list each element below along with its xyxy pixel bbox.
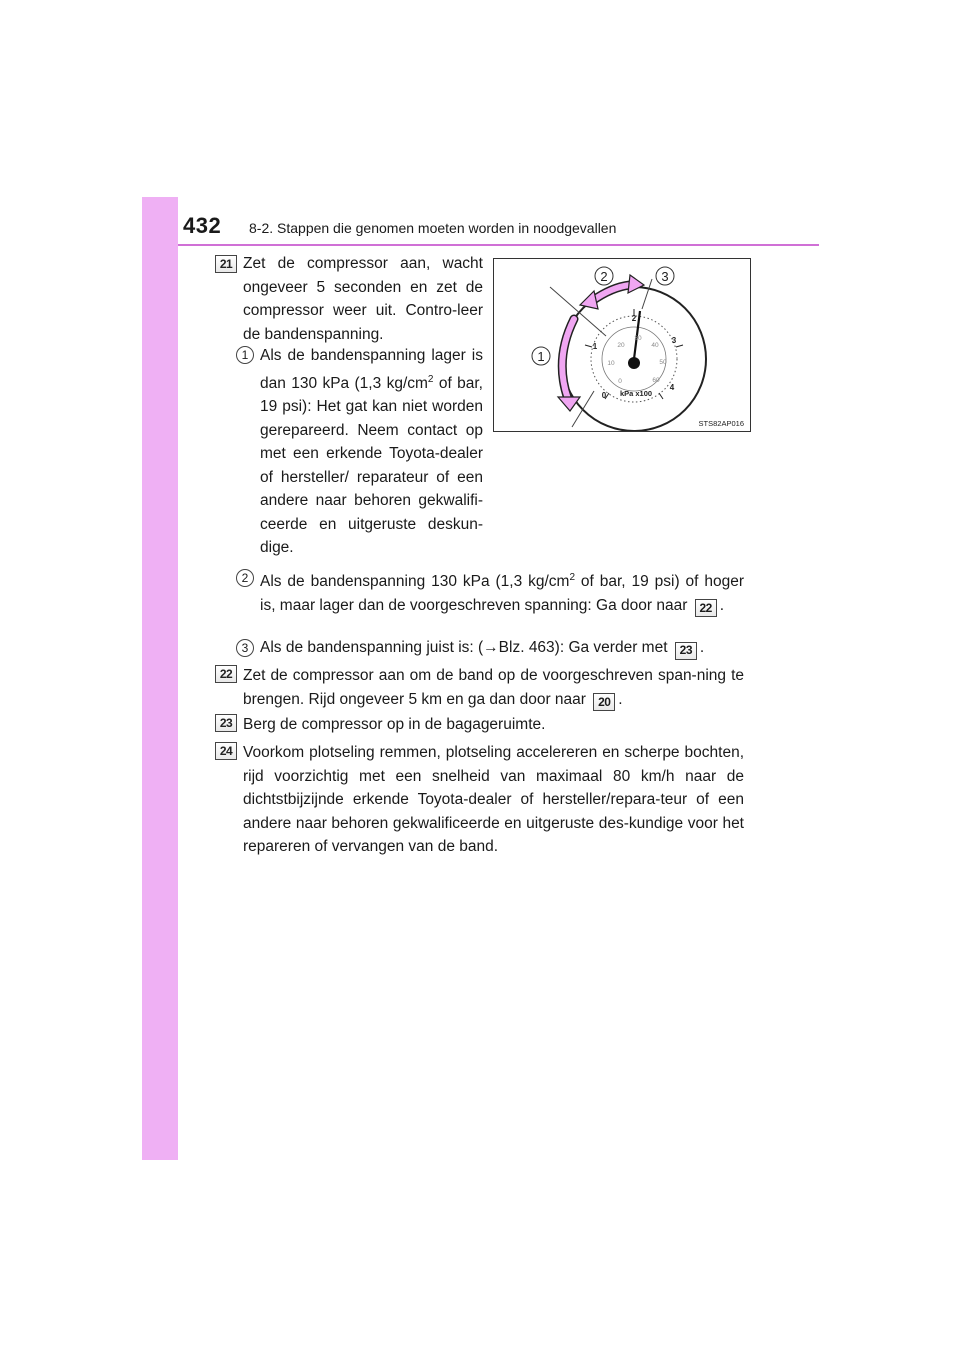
callout-1: 1	[537, 349, 545, 364]
callout-3: 3	[661, 269, 669, 284]
callout-2: 2	[600, 269, 608, 284]
gauge-unit-label: kPa x100	[619, 389, 653, 398]
inner-scale-60: 60	[652, 377, 660, 384]
outer-scale-1: 1	[592, 342, 598, 351]
sub-1-marker: 1	[236, 346, 254, 364]
step-24-text: Voorkom plotseling remmen, plotseling accelereren en scherpe bochten, rijd voorzichtig met een snelheid van maximaal 80 km/h naar de dichtstbijzijnde erkende Toyota-dealer of hersteller/repara-teur of een andere naar behoren gekwalificeerde en uitgeruste des-kundige voor het repareren of vervangen van de band.	[243, 744, 744, 855]
ref-step-22[interactable]: 22	[695, 599, 717, 617]
ref-step-20[interactable]: 20	[593, 693, 615, 711]
inner-scale-30: 30	[634, 335, 642, 342]
figure-code: STS82AP016	[698, 419, 744, 428]
tire-pressure-gauge-figure	[493, 258, 751, 432]
sub-3-text: Als de bandenspanning juist is: (→Blz. 463): Ga verder met 23 .	[260, 636, 750, 660]
step-23-text: Berg de compressor op in de bagageruimte.	[243, 716, 546, 733]
inner-scale-10: 10	[607, 360, 615, 367]
outer-scale-2: 2	[631, 314, 637, 323]
inner-scale-20: 20	[617, 342, 625, 349]
step-22-marker: 22	[215, 665, 237, 683]
ref-step-23[interactable]: 23	[675, 642, 697, 660]
sub-1-text: Als de bandenspanning lager is dan 130 kPa (1,3 $kg/cm^2$ of bar, 19 psi): Het gat kan niet worden gerepareerd. Neem contact op met een erkende Toyota-dealer of hersteller/ reparateur of een andere naar behoren gekwalifi-ceerde en uitgeruste deskun-dige.	[260, 347, 483, 557]
inner-scale-0: 0	[618, 378, 622, 385]
section-title: 8-2. Stappen die genomen moeten worden in noodgevallen	[249, 220, 617, 236]
chapter-sidebar	[142, 197, 178, 1160]
outer-scale-4: 4	[669, 383, 675, 392]
step-22-text: Zet de compressor aan om de band op de voorgeschreven span-ning te brengen. Rijd ongeveer 5 km en ga dan door naar 20 .	[243, 664, 744, 711]
step-24-marker: 24	[215, 742, 237, 760]
outer-scale-0: 0	[601, 391, 607, 400]
sub-3-marker: 3	[236, 639, 254, 657]
inner-scale-40: 40	[651, 342, 659, 349]
outer-scale-3: 3	[671, 336, 677, 345]
step-21-text: Zet de compressor aan, wacht ongeveer 5 seconden en zet de compressor weer uit. Contro-leer de bandenspanning.	[243, 255, 483, 343]
gauge-hub	[628, 357, 640, 369]
page-number: 432	[183, 213, 222, 238]
inner-scale-50: 50	[659, 359, 667, 366]
sub-2-text: Als de bandenspanning 130 kPa (1,3 $kg/cm^2$ of bar, 19 psi) of hoger is, maar lager dan de voorgeschreven spanning: Ga door naar 22 .	[260, 566, 744, 617]
step-23-marker: 23	[215, 714, 237, 732]
header-rule	[178, 244, 819, 246]
step-21-marker: 21	[215, 255, 237, 273]
sub-2-marker: 2	[236, 569, 254, 587]
